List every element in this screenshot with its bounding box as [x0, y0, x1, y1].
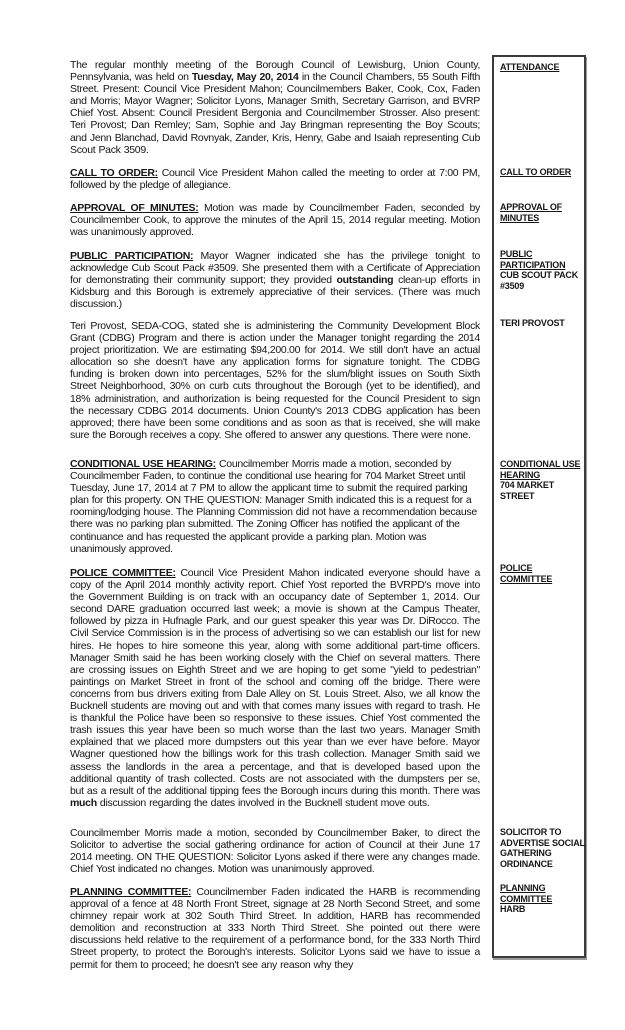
margin-note-line: POLICE — [500, 563, 533, 573]
paragraph-public-participation — [70, 250, 480, 310]
margin-note-line: HARB — [500, 904, 526, 915]
paragraph-police-committee — [70, 567, 480, 809]
margin-note-line: STREET — [500, 491, 535, 502]
margin-note-line: ORDINANCE — [500, 859, 553, 870]
margin-note-line: HEARING — [500, 469, 541, 480]
margin-note-line: PUBLIC — [500, 249, 533, 259]
bold-word-outstanding: outstanding — [336, 274, 394, 287]
body-text: Councilmember Morris made a motion, seconded by Councilmember Baker, to direct the Solicitor to advertise the social gathering ordinance for action of Council at their June 17 2014 meeting. ON THE QUESTION: Solicitor Lyons asked if there were any changes made. Chief Yost indicated no changes. Motion was unanimously approved. — [70, 827, 480, 876]
margin-note-approval-of-minutes — [500, 202, 584, 223]
margin-note-line: CONDITIONAL USE — [500, 459, 581, 469]
body-text: discussion regarding the dates involved in the Bucknell student move outs. — [96, 796, 430, 809]
margin-note-planning-committee — [500, 883, 584, 915]
paragraph-social-gathering-ordinance — [70, 827, 480, 875]
section-heading-approval-of-minutes: APPROVAL OF MINUTES: — [70, 202, 199, 214]
margin-note-line: #3509 — [500, 281, 525, 292]
margin-note-attendance — [500, 62, 584, 73]
margin-note-solicitor-ordinance — [500, 827, 584, 870]
margin-note-line: CALL TO ORDER — [500, 167, 572, 177]
margin-note-line: GATHERING — [500, 848, 552, 859]
margin-note-line: ADVERTISE SOCIAL — [500, 837, 585, 848]
bold-word-much: much — [70, 796, 97, 809]
section-heading-call-to-order: CALL TO ORDER: — [70, 167, 158, 179]
paragraph-planning-committee — [70, 886, 480, 971]
margin-note-line: CUB SCOUT PACK — [500, 270, 579, 281]
paragraph-teri-provost — [70, 320, 480, 441]
body-text: in the Council Chambers, 55 South Fifth Street. Present: Council Vice President Mahon; Councilmembers Baker, Cook, Cox, Faden and Morris; Mayor Wagner; Solicitor Lyons, Manager Smith, Secretary Garrison, and BVRP Chief Yost. Absent: Council President Bergonia and Councilmember Strosser. Also present: Teri Provost; Dan Remley; Sam, Sophie and Jay Bringman representing the Boy Scouts; and Jenn Blanchad, David Rovnyak, Zander, Kris, Henry, Gabe and Isaiah representing Cub Scout Pack 3509. — [70, 71, 480, 156]
margin-note-line: ATTENDANCE — [500, 62, 560, 72]
paragraph-attendance — [70, 59, 480, 156]
margin-note-line: MINUTES — [500, 212, 540, 223]
body-text: Council Vice President Mahon indicated everyone should have a copy of the April 2014 monthly activity report. Chief Yost reported the BVRPD's move into the Government Building is on track with an occupancy date of September 1, 2014. Our second DARE graduation occurred last week; a movie is shown at the Campus Theater, followed by pizza in Hufnagle Park, and our guest speaker this year was Dr. DiRocco. The Civil Service Commission is in the process of advertising so we can establish our list for new hires. He hopes to hire someone this year, along with some additional part-time officers. Manager Smith said he has been working closely with the Chief on several matters. There are crossing issues on Eighth Street and we are hoping to get some "yield to pedestrian" paintings on Market Street in front of the school and coming off the bridge. There were concerns from bus drivers exiting from Dale Alley on St. Louis Street. Also, we all know the Bucknell students are moving out and with that comes many issues with regard to trash. He is thankful the Police have been so responsive to these issues. Chief Yost commented the trash issues this year have been so much worse than the last two years. Manager Smith explained that we placed more dumpsters out this year than we ever have before. Mayor Wagner questioned how the billings work for this trash collection. Manager Smith said we assess the landlords in the area a percentage, and that is developed based upon the additional quantity of trash collected. Costs are not associated with the dumpsters per se, but as a result of the additional tipping fees the Borough incurs during this month. There was — [70, 567, 480, 797]
margin-note-line: APPROVAL OF — [500, 202, 562, 212]
margin-annotations-box — [492, 55, 586, 958]
margin-note-police-committee — [500, 563, 584, 584]
section-heading-public-participation: PUBLIC PARTICIPATION: — [70, 250, 194, 262]
body-text: Mayor Wagner indicated she has the privilege tonight to acknowledge Cub Scout Pack #3509. She presented them with a Certificate of Appreciation for demonstrating their community support; they provided — [70, 250, 480, 287]
margin-note-public-participation — [500, 249, 584, 292]
body-text: Councilmember Morris made a motion, seconded by Councilmember Faden, to continue the conditional use hearing for 704 Market Street until Tuesday, June 17, 2014 at 7 PM to allow the applicant time to submit the required parking plan for this property. ON THE QUESTION: Manager Smith indicated this is a request for a rooming/lodging house. The Planning Commission did not have a recommendation because there was no parking plan submitted. The Zoning Officer has notified the applicant of the continuance and has requested the applicant provide a parking plan. Motion was unanimously approved. — [70, 458, 477, 555]
margin-note-line: PLANNING — [500, 883, 546, 893]
margin-note-line: COMMITTEE — [500, 893, 553, 904]
body-text: Council Vice President Mahon called the meeting to order at 7:00 PM, followed by the pledge of allegiance. — [70, 167, 481, 192]
margin-note-line: PARTICIPATION — [500, 259, 566, 270]
margin-note-line: COMMITTEE — [500, 573, 553, 584]
margin-note-line: SOLICITOR TO — [500, 827, 562, 837]
section-heading-planning-committee: PLANNING COMMITTEE: — [70, 886, 192, 898]
margin-note-teri-provost — [500, 318, 584, 329]
body-text: clean-up efforts in Kidsburg and this Borough is extremely appreciative of their services. (There was much discussion.) — [70, 274, 480, 311]
body-text: The regular monthly meeting of the Borough Council of Lewisburg, Union County, Pennsylvania, was held on — [70, 59, 480, 84]
margin-note-line: 704 MARKET — [500, 480, 555, 491]
body-text: Motion was made by Councilmember Faden, seconded by Councilmember Cook, to approve the minutes of the April 15, 2014 regular meeting. Motion was unanimously approved. — [70, 202, 480, 239]
margin-note-line: TERI PROVOST — [500, 318, 565, 328]
paragraph-conditional-use-hearing — [70, 458, 480, 555]
section-heading-conditional-use-hearing: CONDITIONAL USE HEARING: — [70, 458, 216, 470]
paragraph-call-to-order — [70, 167, 480, 191]
margin-note-conditional-use-hearing — [500, 459, 584, 502]
section-heading-police-committee: POLICE COMMITTEE: — [70, 567, 176, 579]
paragraph-approval-of-minutes — [70, 202, 480, 238]
body-text: Teri Provost, SEDA-COG, stated she is administering the Community Development Block Grant (CDBG) Program and there is action under the Manager tonight regarding the 2014 project prioritization. We are estimating $94,200.00 for 2014. We still don't have an actual allocation so she doesn't have any application forms for signature tonight. The CDBG funding is broken down into percentages, 52% for the slum/blight issues on South Sixth Street Neighborhood, 30% on curb cuts throughout the Borough (yet to be identified), and 18% administration, and authorization is being requested for the Council President to sign the necessary CDBG 2014 documents. Union County's 2013 CDBG application has been approved; there have been some conditions and as soon as that is received, she will make sure the Borough receives a copy. She offered to answer any questions. There were none. — [70, 320, 480, 441]
body-text: Councilmember Faden indicated the HARB is recommending approval of a fence at 48 North Front Street, signage at 28 North Second Street, and some chimney repair work at 302 South Third Street. In addition, HARB has recommended demolition and reconstruction at 333 North Third Street. She pointed out there were discussions held relative to the requirement of a performance bond, for the 333 North Third Street property, to protect the Borough's interests. Solicitor Lyons said we have to issue a permit for them to proceed; he doesn't see any reason why they — [70, 886, 480, 971]
margin-note-call-to-order — [500, 167, 584, 178]
meeting-date-bold: Tuesday, May 20, 2014 — [191, 71, 299, 84]
